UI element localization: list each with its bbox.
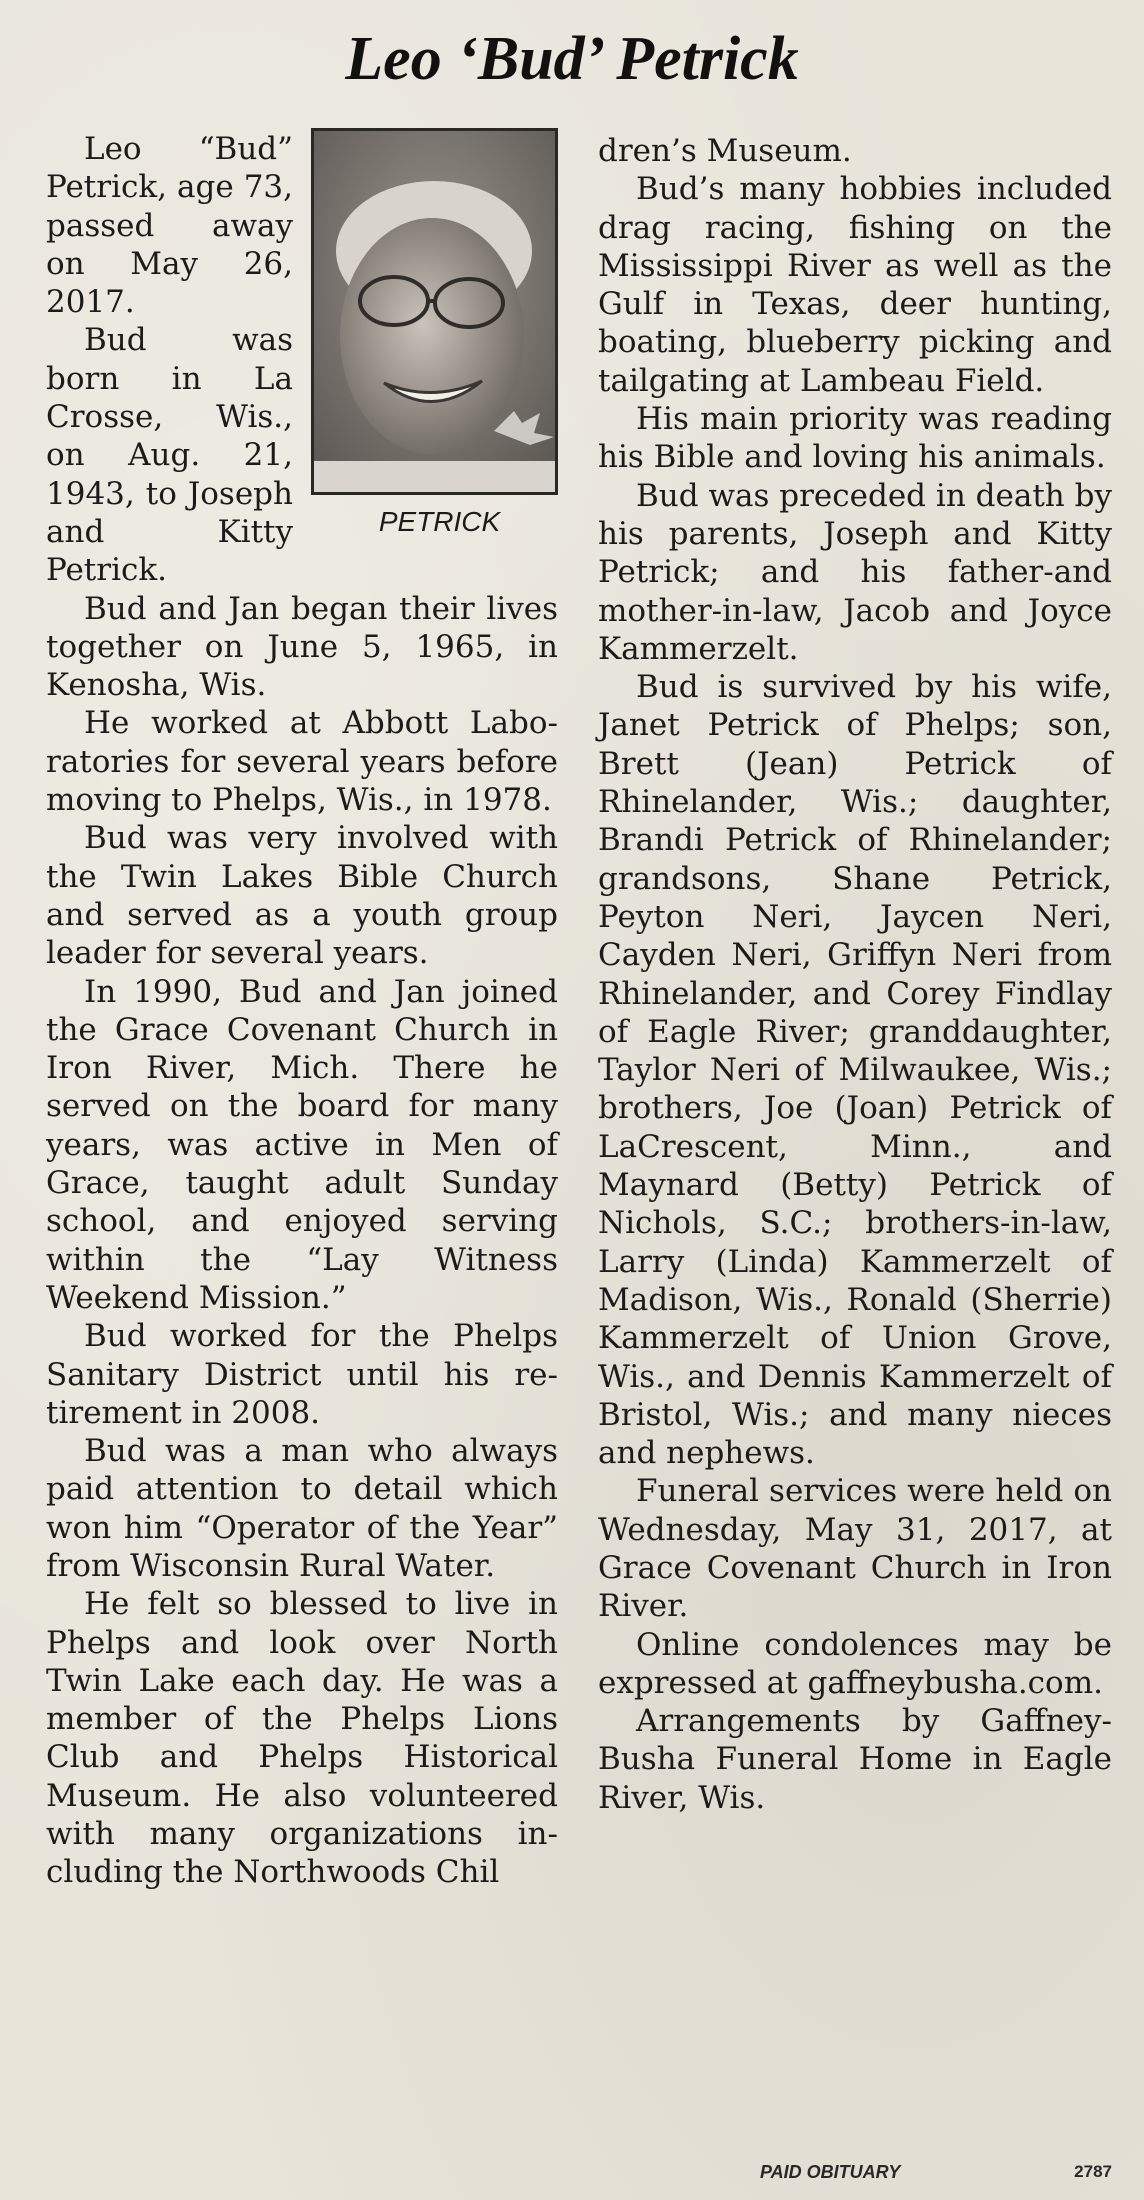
- paragraph: Bud was very involved with the Twin Lakes Bible Church and served as a youth group leader for several years.: [46, 820, 558, 972]
- paragraph: Bud was born in La Crosse, Wis., on Aug. 21, 1943, to Joseph and Kitty Petrick.: [46, 322, 293, 589]
- paragraph: Bud and Jan began their lives together on June 5, 1965, in Kenosha, Wis.: [46, 590, 558, 704]
- paragraph: In 1990, Bud and Jan joined the Grace Covenant Church in Iron River, Mich. There he served on the board for many years, was active in Men of Grace, taught adult Sunday school, and enjoyed serving within the “Lay Witness Weekend Mission.”: [46, 973, 558, 1316]
- paragraph: He felt so blessed to live in Phelps and look over North Twin Lake each day. He was a member of the Phelps Lions Club and Phelps Historical Museum. He also volunteered with many organizations including the Northwoods Chil: [46, 1586, 558, 1891]
- photo-block: [311, 128, 558, 543]
- paragraph: Bud worked for the Phelps Sanitary District until his retirement in 2008.: [46, 1318, 558, 1431]
- ad-code: 2787: [1074, 2162, 1112, 2181]
- paragraph: Bud’s many hobbies included drag racing, fishing on the Mississippi River as well as the Gulf in Texas, deer hunting, boating, blueberry picking and tailgating at Lambeau Field.: [598, 171, 1112, 399]
- paragraph: Online condolences may be expressed at gaffneybusha.com.: [598, 1626, 1112, 1701]
- paragraph: Leo “Bud” Petrick, age 73, passed away on May 26, 2017.: [46, 131, 293, 321]
- column-left: [46, 130, 558, 1892]
- paragraph: Bud was a man who always paid attention to detail which won him “Operator of the Year” from Wisconsin Rural Water.: [46, 1433, 558, 1584]
- paragraph: dren’s Museum.: [598, 133, 852, 169]
- obituary-title: Leo ‘Bud’ Petrick: [345, 25, 799, 93]
- paragraph: Funeral services were held on Wednesday, May 31, 2017, at Grace Covenant Church in Iron River.: [598, 1473, 1112, 1625]
- paragraph: Bud was preceded in death by his parents, Joseph and Kitty Petrick; and his father-and mother-in-law, Jacob and Joyce Kammerzelt.: [598, 477, 1112, 667]
- column-right: [598, 132, 1112, 1817]
- photo-caption: PETRICK: [378, 506, 501, 537]
- paragraph: He worked at Abbott Laboratories for several years before moving to Phelps, Wis., in 1978.: [46, 705, 558, 819]
- paragraph: Bud is survived by his wife, Janet Petrick of Phelps; son, Brett (Jean) Petrick of Rhinelander, Wis.; daughter, Brandi Petrick of Rhinelander; grandsons, Shane Petrick, Peyton Neri, Jaycen Neri, Cayden Neri, Griffyn Neri from Rhinelander, and Corey Findlay of Eagle River; granddaughter, Taylor Neri of Milwaukee, Wis.; brothers, Joe (Joan) Petrick of LaCrescent, Minn., and Maynard (Betty) Petrick of Nichols, S.C.; brothers-in-law, Larry (Linda) Kammerzelt of Madison, Wis., Ronald (Sherrie) Kammerzelt of Union Grove, Wis., and Dennis Kammerzelt of Bristol, Wis.; and many nieces and nephews.: [598, 669, 1112, 1472]
- paragraph: His main priority was reading his Bible and loving his animals.: [598, 401, 1112, 476]
- paid-obituary-label: PAID OBITUARY: [760, 2162, 901, 2182]
- paragraph: Arrangements by Gaffney-Busha Funeral Home in Eagle River, Wis.: [598, 1703, 1112, 1816]
- portrait-photo: [311, 128, 558, 495]
- footer: [760, 2162, 1112, 2183]
- portrait-illustration: [314, 131, 555, 492]
